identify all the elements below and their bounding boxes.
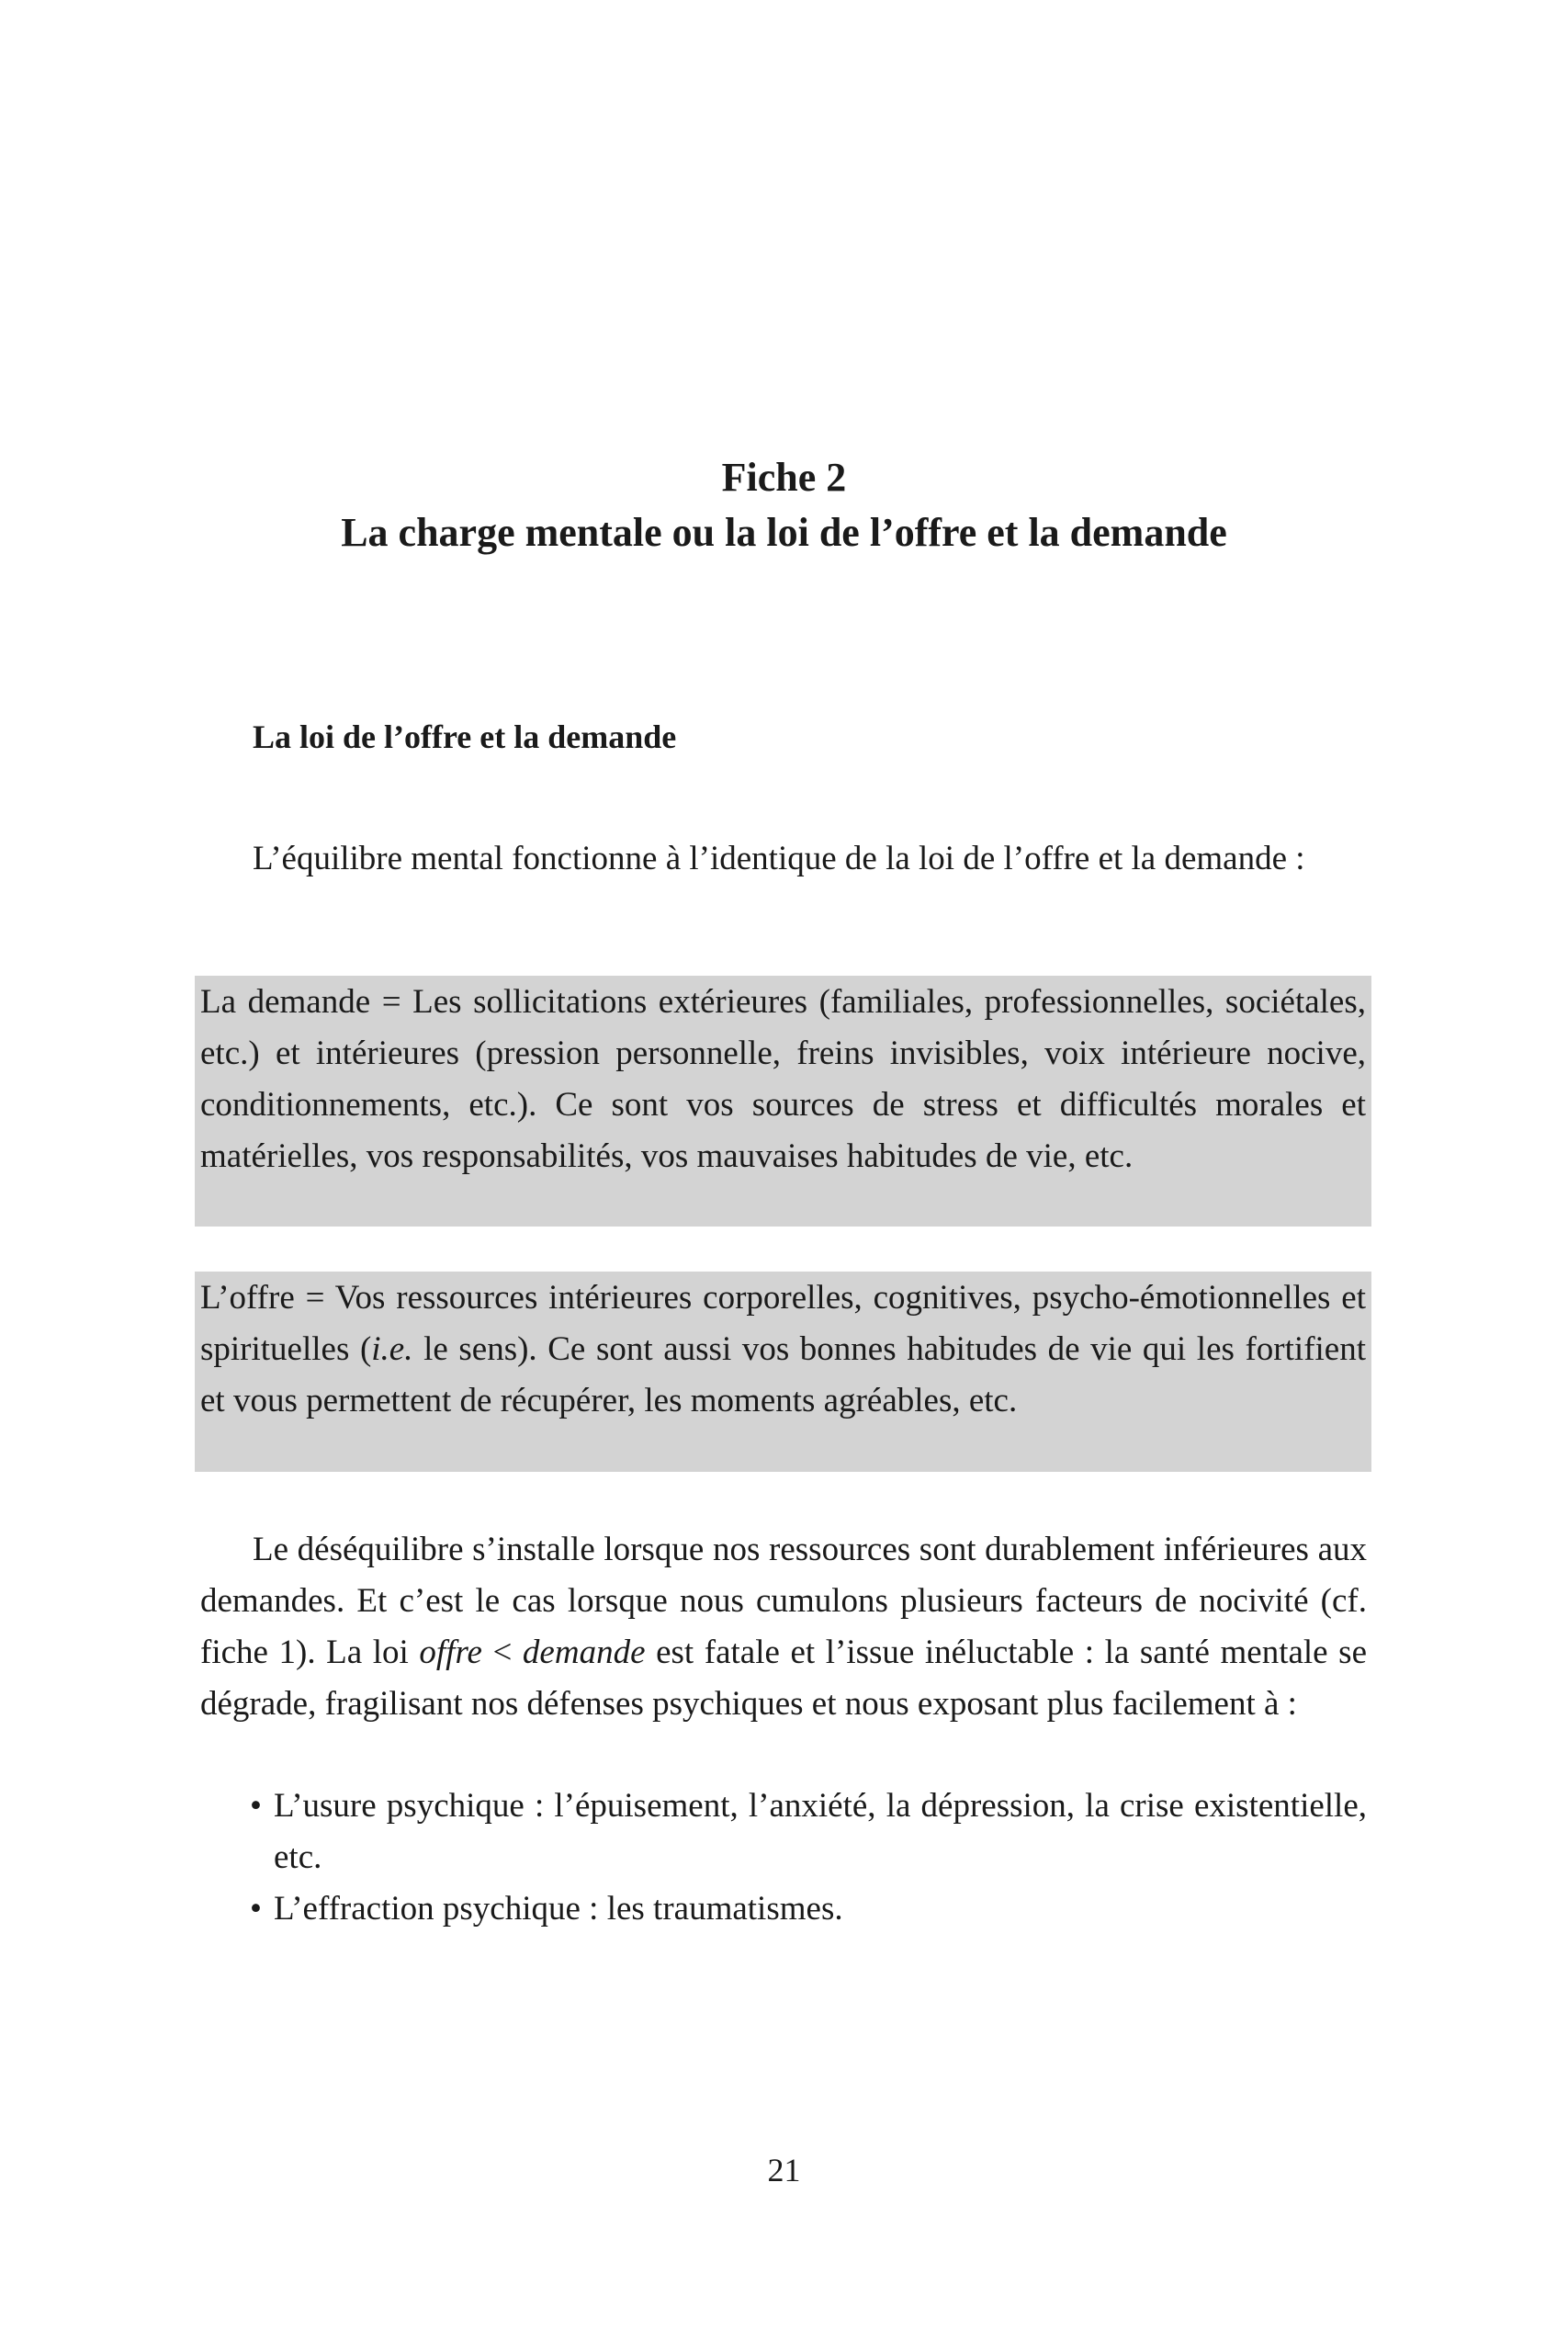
list-item <box>250 1883 1367 1935</box>
offre-text-before: L’offre = Vos ressources intérieures corporelles, cognitives, psycho-émotionnelles et spirituelles ( <box>200 1279 1366 1368</box>
desequilibre-part-2: < <box>481 1634 523 1671</box>
intro-paragraph: L’équilibre mental fonctionne à l’identique de la loi de l’offre et la demande : <box>253 840 1305 877</box>
offre-text-after: le sens). Ce sont aussi vos bonnes habitudes de vie qui les fortifient et vous permettent de récupérer, les moments agréables, etc. <box>200 1330 1366 1419</box>
list-item-text: L’effraction psychique : les traumatismes. <box>274 1890 843 1928</box>
demande-paragraph: La demande = Les sollicitations extérieures (familiales, professionnelles, sociétales, etc.) et intérieures (pression personnelle, freins invisibles, voix intérieure nocive, conditionnements, etc.). Ce sont vos sources de stress et difficultés morales et matérielles, vos responsabilités, vos mauvaises habitudes de vie, etc. <box>200 983 1366 1175</box>
list-item-text: L’usure psychique : l’épuisement, l’anxiété, la dépression, la crise existentielle, etc. <box>274 1787 1367 1876</box>
title-line-2: La charge mentale ou la loi de l’offre et la demande <box>341 510 1227 555</box>
desequilibre-part-1: Le déséquilibre s’installe lorsque nos ressources sont durablement inférieures aux demandes. Et c’est le cas lorsque nous cumulons plusieurs facteurs de nocivité (cf. fiche 1). La loi <box>200 1531 1367 1671</box>
demande-highlight-box <box>195 976 1371 1227</box>
title-line-1: Fiche 2 <box>721 455 847 500</box>
section-heading: La loi de l’offre et la demande <box>253 718 677 755</box>
page-number: 21 <box>767 2152 801 2188</box>
list-item <box>250 1781 1367 1883</box>
offre-text-italic: i.e. <box>371 1330 413 1368</box>
desequilibre-italic-demande: demande <box>522 1634 646 1671</box>
offre-paragraph <box>200 1272 1366 1427</box>
desequilibre-paragraph <box>200 1524 1367 1730</box>
desequilibre-part-3: est fatale et l’issue inéluctable : la santé mentale se dégrade, fragilisant nos défenses psychiques et nous exposant plus facilement à : <box>200 1634 1367 1723</box>
desequilibre-italic-offre: offre <box>419 1634 482 1671</box>
bullet-icon: • <box>250 1890 262 1928</box>
consequences-list <box>250 1781 1367 1935</box>
page-title <box>0 450 1568 560</box>
bullet-icon: • <box>250 1787 262 1825</box>
offre-highlight-box <box>195 1272 1371 1472</box>
